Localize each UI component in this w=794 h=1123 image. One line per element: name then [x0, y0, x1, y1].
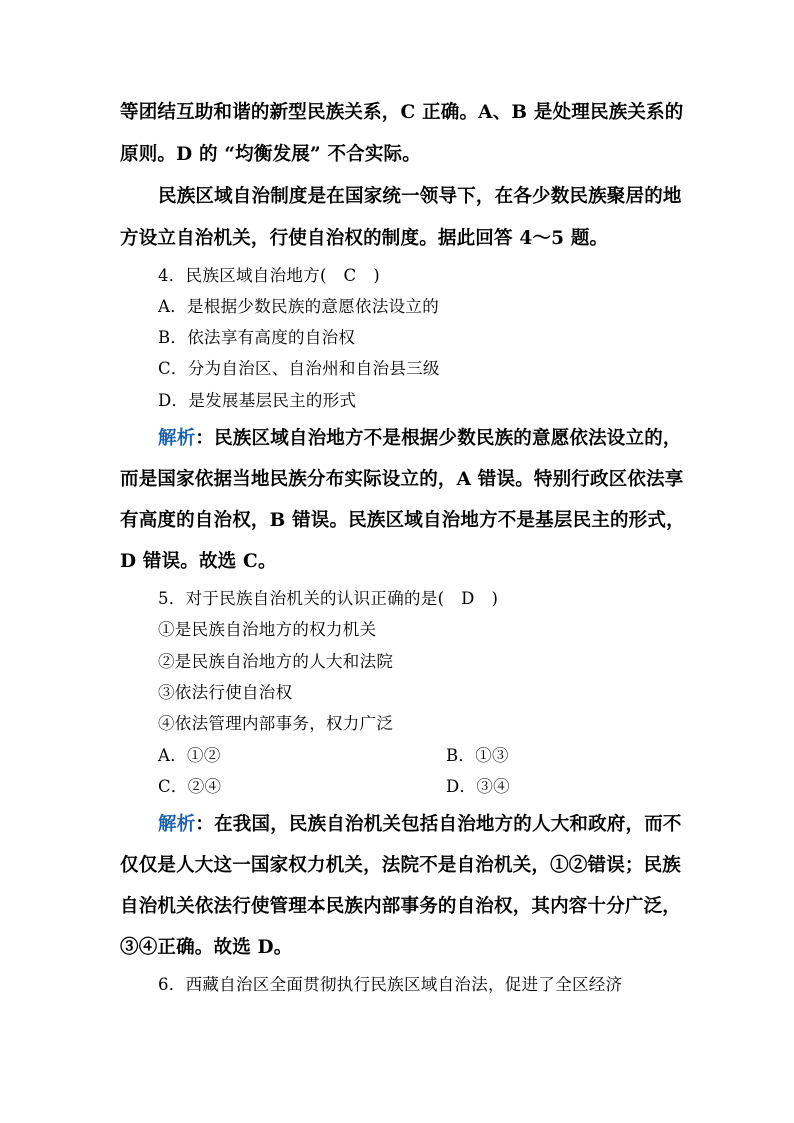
q4-stem: 4．民族区域自治地方( C )	[158, 266, 380, 285]
q5-analysis-label: 解析	[158, 814, 196, 835]
prev-explanation-line-2: 原则。D 的 “均衡发展” 不合实际。	[120, 144, 421, 165]
intro-line-1: 民族区域自治制度是在国家统一领导下，在各少数民族聚居的地	[158, 186, 682, 207]
q4-option-c: C．分为自治区、自治州和自治县三级	[158, 359, 440, 378]
q5-stem: 5．对于民族自治机关的认识正确的是( D )	[158, 589, 499, 608]
intro-line-2: 方设立自治机关，行使自治权的制度。据此回答 4～5 题。	[120, 228, 609, 249]
q4-analysis-line-2: 而是国家依据当地民族分布实际设立的，A 错误。特别行政区依法享	[120, 469, 684, 490]
q4-analysis-line-4: D 错误。故选 C。	[120, 551, 277, 572]
q4-analysis-text-1: ：民族区域自治地方不是根据少数民族的意愿依法设立的，	[195, 428, 682, 449]
q5-analysis-text-1: ：在我国，民族自治机关包括自治地方的人大和政府，而不	[195, 814, 682, 835]
q4-option-d: D．是发展基层民主的形式	[158, 391, 357, 410]
q5-option-b: B．①③	[446, 746, 509, 765]
prev-explanation-line-1: 等团结互助和谐的新型民族关系，C 正确。A、B 是处理民族关系的	[120, 102, 684, 123]
q5-statement-1: ①是民族自治地方的权力机关	[158, 620, 377, 639]
q5-statement-2: ②是民族自治地方的人大和法院	[158, 652, 394, 671]
q5-statement-4: ④依法管理内部事务，权力广泛	[158, 714, 394, 733]
q5-analysis-line-2: 仅仅是人大这一国家权力机关，法院不是自治机关，①②错误；民族	[120, 855, 682, 876]
q4-analysis-line-1	[158, 430, 682, 449]
q5-option-a: A．①②	[158, 746, 221, 765]
q5-option-d: D．③④	[446, 777, 510, 796]
q5-analysis-line-3: 自治机关依法行使管理本民族内部事务的自治权，其内容十分广泛，	[120, 896, 682, 917]
q5-statement-3: ③依法行使自治权	[158, 683, 293, 702]
q5-analysis-line-4: ③④正确。故选 D。	[120, 937, 293, 958]
q4-option-a: A．是根据少数民族的意愿依法设立的	[158, 297, 440, 316]
q5-option-c: C．②④	[158, 777, 222, 796]
q4-analysis-label: 解析	[158, 428, 196, 449]
q5-analysis-line-1	[158, 816, 682, 835]
q4-analysis-line-3: 有高度的自治权，B 错误。民族区域自治地方不是基层民主的形式，	[120, 510, 685, 531]
q6-stem: 6．西藏自治区全面贯彻执行民族区域自治法，促进了全区经济	[158, 975, 623, 994]
q4-option-b: B．依法享有高度的自治权	[158, 328, 356, 347]
